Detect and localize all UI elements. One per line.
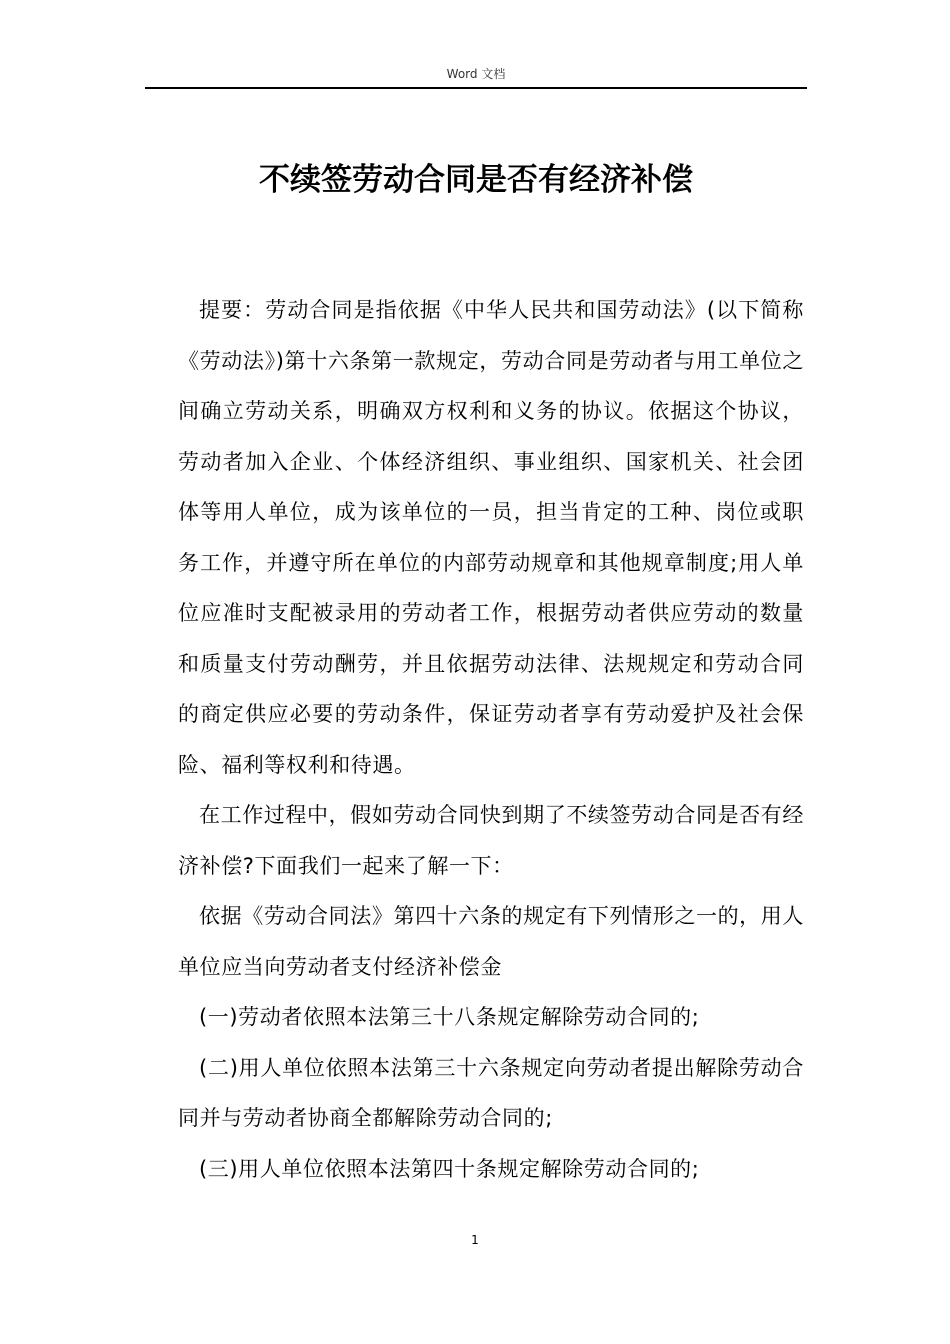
- page-header: [145, 0, 807, 89]
- header-text: Word 文档: [446, 67, 506, 81]
- page-number: 1: [471, 1233, 479, 1247]
- list-item-2: (二)用人单位依照本法第三十六条规定向劳动者提出解除劳动合同并与劳动者协商全都解除劳动合同的;: [178, 1055, 804, 1130]
- paragraph-intro: 在工作过程中，假如劳动合同快到期了不续签劳动合同是否有经济补偿?下面我们一起来了解一下：: [178, 803, 804, 878]
- document-body: [178, 285, 804, 1194]
- paragraph-summary: 提要：劳动合同是指依据《中华人民共和国劳动法》(以下简称《劳动法》)第十六条第一款规定，劳动合同是劳动者与用工单位之间确立劳动关系，明确双方权利和义务的协议。依据这个协议，劳动者加入企业、个体经济组织、事业组织、国家机关、社会团体等用人单位，成为该单位的一员，担当肯定的工种、岗位或职务工作，并遵守所在单位的内部劳动规章和其他规章制度;用人单位应准时支配被录用的劳动者工作，根据劳动者供应劳动的数量和质量支付劳动酬劳，并且依据劳动法律、法规规定和劳动合同的商定供应必要的劳动条件，保证劳动者享有劳动爱护及社会保险、福利等权利和待遇。: [178, 298, 804, 777]
- document-title: 不续签劳动合同是否有经济补偿: [259, 162, 693, 198]
- header-divider: [145, 87, 807, 89]
- list-item-3: (三)用人单位依照本法第四十条规定解除劳动合同的;: [199, 1156, 700, 1181]
- list-item-1: (一)劳动者依照本法第三十八条规定解除劳动合同的;: [199, 1005, 700, 1029]
- paragraph-legal-basis: 依据《劳动合同法》第四十六条的规定有下列情形之一的，用人单位应当向劳动者支付经济补偿金: [178, 904, 804, 979]
